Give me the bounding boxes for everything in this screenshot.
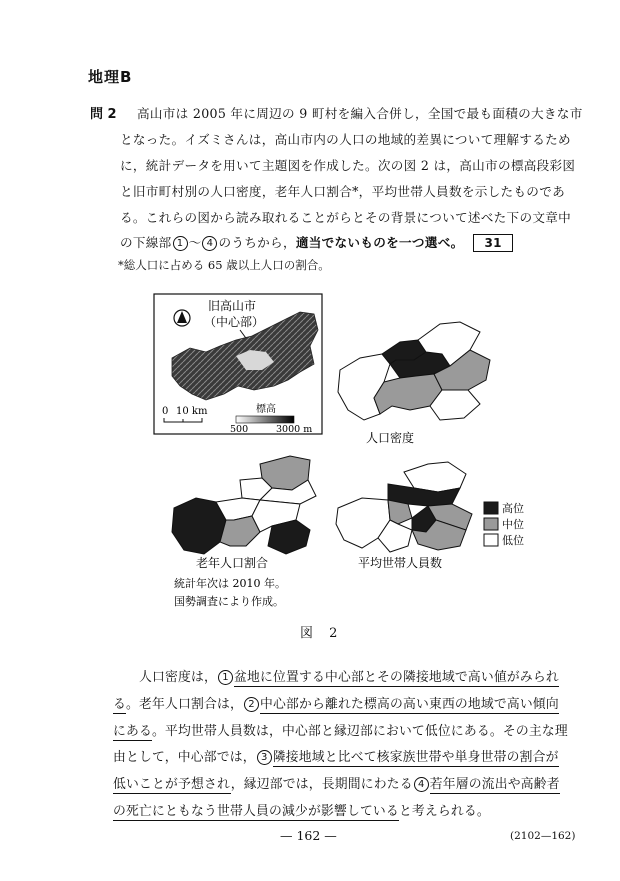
figure-2 — [150, 290, 524, 620]
answer-box[interactable]: 31 — [473, 234, 512, 252]
exam-code: (2102—162) — [510, 830, 576, 842]
elevation-gradient-bar — [236, 416, 294, 423]
underlined-statement-1: 盆地に位置する中心部とその隣接地域で高い値がみられ — [233, 670, 559, 685]
household-size-map — [336, 462, 472, 552]
choice-circle: 1 — [173, 236, 188, 251]
callout-label: （中心部） — [204, 315, 265, 329]
elevation-min: 500 — [230, 424, 249, 435]
legend-label-high: 高位 — [502, 502, 524, 515]
legend-label-mid: 中位 — [502, 518, 524, 531]
passage-text: 。平均世帯人員数は，中心部と縁辺部において低位にある。その主な理 — [152, 724, 568, 739]
north-arrow-icon — [174, 310, 190, 326]
elevation-legend-title: 標高 — [256, 404, 276, 415]
question-line-3: に，統計データを用いて主題図を作成した。次の図 2 は，高山市の標高段彩図 — [120, 158, 576, 173]
page-number: — 162 — — [280, 828, 337, 843]
passage-text: 。老年人口割合は， — [126, 697, 243, 712]
underlined-statement-1-cont: る — [113, 697, 126, 712]
passage-line-4 — [113, 746, 559, 765]
subject-heading: 地理B — [88, 68, 133, 86]
question-line-5: る。これらの図から読み取れることがらとその背景について述べた下の文章中 — [120, 210, 572, 225]
underlined-statement-2: 中心部から離れた標高の高い東西の地域で高い傾向 — [259, 697, 559, 712]
map-title-household: 平均世帯人員数 — [357, 556, 443, 570]
question-line-6 — [120, 232, 513, 252]
passage-text: と考えられる。 — [398, 804, 490, 819]
population-density-map — [338, 322, 490, 420]
underlined-statement-3-cont: 低いことが予想され — [113, 777, 231, 792]
underline-marker-3: 3 — [257, 750, 272, 765]
passage-line-5 — [113, 773, 560, 792]
underlined-statement-4-cont: の死亡にともなう世帯人員の減少が影響している — [113, 804, 399, 819]
choropleth-legend — [484, 501, 524, 547]
underline-marker-1: 1 — [218, 670, 233, 685]
passage-text: 人口密度は， — [139, 670, 217, 685]
elderly-ratio-map — [172, 456, 316, 554]
passage-text: 由として，中心部では， — [113, 750, 256, 765]
legend-label-low: 低位 — [502, 534, 524, 547]
figure-label: 図 2 — [300, 626, 344, 641]
question-line-4: と旧市町村別の人口密度，老年人口割合*，平均世帯人員数を示したものであ — [120, 184, 565, 199]
scale-10km: 10 km — [176, 406, 208, 417]
source-note-census: 国勢調査により作成。 — [174, 595, 284, 608]
question-number: 問 2 — [90, 107, 117, 122]
footnote: *総人口に占める 65 歳以上人口の割合。 — [118, 258, 330, 272]
passage-line-2 — [113, 693, 559, 712]
passage-line-3 — [113, 720, 568, 739]
scale-zero: 0 — [162, 406, 169, 417]
question-line-1: 高山市は 2005 年に周辺の 9 町村を編入合併し，全国で最も面積の大きな市 — [137, 106, 583, 121]
elevation-max: 3000 m — [276, 424, 313, 435]
legend-swatch-mid — [484, 518, 498, 530]
underlined-statement-4: 若年層の流出や高齢者 — [429, 777, 560, 792]
map-title-elderly: 老年人口割合 — [195, 556, 269, 570]
map-title-density: 人口密度 — [365, 431, 415, 445]
question-text: のうちから， — [218, 235, 296, 250]
underlined-statement-3: 隣接地域と比べて核家族世帯や単身世帯の割合が — [272, 750, 559, 765]
underlined-statement-2-cont: にある — [113, 724, 152, 739]
legend-swatch-high — [484, 502, 498, 514]
passage-text: ，縁辺部では，長期間にわたる — [230, 777, 413, 792]
question-line-2: となった。イズミさんは，高山市内の人口の地域的差異について理解するため — [120, 132, 571, 147]
range-tilde: ～ — [188, 235, 202, 250]
instruction-emphasis: 適当でないものを一つ選べ。 — [295, 235, 464, 250]
choice-circle: 4 — [202, 236, 217, 251]
underline-marker-2: 2 — [244, 697, 259, 712]
legend-swatch-low — [484, 534, 498, 546]
underline-marker-4: 4 — [414, 777, 429, 792]
passage-line-1 — [113, 666, 559, 685]
callout-label: 旧高山市 — [208, 299, 257, 313]
source-note-year: 統計年次は 2010 年。 — [174, 577, 286, 590]
passage-line-6 — [113, 800, 490, 819]
question-text: の下線部 — [120, 235, 172, 250]
